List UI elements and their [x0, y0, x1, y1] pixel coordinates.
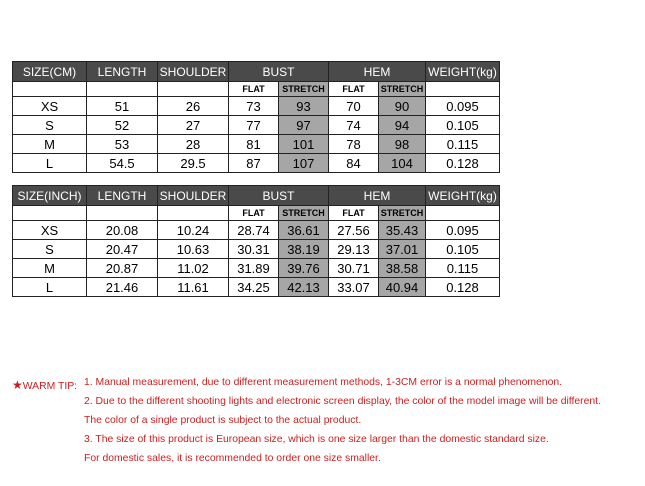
cell-size: L — [13, 278, 87, 297]
table-row — [13, 135, 500, 154]
table-row — [13, 221, 500, 240]
table-subheader-row — [13, 82, 500, 97]
cell-length: 20.87 — [87, 259, 158, 278]
empty-cell — [13, 206, 87, 221]
subheader-bust-flat: FLAT — [229, 206, 279, 221]
cell-size: M — [13, 259, 87, 278]
header-bust: BUST — [229, 62, 329, 82]
cell-bust-flat: 73 — [229, 97, 279, 116]
warm-tip-line: The color of a single product is subject to the actual product. — [84, 415, 362, 426]
table-row — [13, 154, 500, 173]
cell-shoulder: 10.24 — [158, 221, 229, 240]
header-weight: WEIGHT(kg) — [426, 186, 500, 206]
cell-length: 52 — [87, 116, 158, 135]
cell-hem-stretch: 35.43 — [379, 221, 426, 240]
subheader-bust-stretch: STRETCH — [279, 206, 329, 221]
cell-weight: 0.128 — [426, 154, 500, 173]
cell-bust-stretch: 42.13 — [279, 278, 329, 297]
cell-bust-stretch: 101 — [279, 135, 329, 154]
cell-bust-flat: 77 — [229, 116, 279, 135]
table-row — [13, 259, 500, 278]
subheader-bust-stretch: STRETCH — [279, 82, 329, 97]
subheader-hem-flat: FLAT — [329, 206, 379, 221]
header-shoulder: SHOULDER — [158, 186, 229, 206]
cell-hem-stretch: 104 — [379, 154, 426, 173]
warm-tip-line: 3. The size of this product is European size, which is one size larger than the domestic standard size. — [84, 434, 549, 445]
cell-bust-flat: 81 — [229, 135, 279, 154]
warm-tip-label-text: WARM TIP: — [22, 381, 78, 392]
cell-bust-stretch: 97 — [279, 116, 329, 135]
cell-bust-stretch: 36.61 — [279, 221, 329, 240]
cell-weight: 0.115 — [426, 259, 500, 278]
cell-shoulder: 29.5 — [158, 154, 229, 173]
cell-hem-stretch: 98 — [379, 135, 426, 154]
cell-size: XS — [13, 221, 87, 240]
cell-bust-stretch: 38.19 — [279, 240, 329, 259]
cell-hem-stretch: 90 — [379, 97, 426, 116]
cell-weight: 0.105 — [426, 240, 500, 259]
table-subheader-row — [13, 206, 500, 221]
header-weight: WEIGHT(kg) — [426, 62, 500, 82]
header-length: LENGTH — [87, 62, 158, 82]
cell-length: 51 — [87, 97, 158, 116]
cell-shoulder: 26 — [158, 97, 229, 116]
cell-length: 20.08 — [87, 221, 158, 240]
cell-bust-stretch: 93 — [279, 97, 329, 116]
cell-weight: 0.095 — [426, 97, 500, 116]
cell-shoulder: 28 — [158, 135, 229, 154]
cell-hem-stretch: 40.94 — [379, 278, 426, 297]
cell-length: 54.5 — [87, 154, 158, 173]
empty-cell — [426, 82, 500, 97]
warm-tip-label — [12, 378, 77, 392]
cell-shoulder: 27 — [158, 116, 229, 135]
header-hem: HEM — [329, 186, 426, 206]
warm-tip-line: 2. Due to the different shooting lights and electronic screen display, the color of the model image will be different. — [84, 396, 601, 407]
size-table-cm — [12, 61, 500, 173]
header-size: SIZE(INCH) — [13, 186, 87, 206]
cell-weight: 0.115 — [426, 135, 500, 154]
subheader-hem-flat: FLAT — [329, 82, 379, 97]
header-size: SIZE(CM) — [13, 62, 87, 82]
subheader-hem-stretch: STRETCH — [379, 82, 426, 97]
cell-hem-flat: 78 — [329, 135, 379, 154]
cell-length: 21.46 — [87, 278, 158, 297]
table-header-row — [13, 186, 500, 206]
cell-bust-flat: 30.31 — [229, 240, 279, 259]
cell-bust-flat: 31.89 — [229, 259, 279, 278]
cell-weight: 0.128 — [426, 278, 500, 297]
warm-tip-line: For domestic sales, it is recommended to order one size smaller. — [84, 453, 381, 464]
empty-cell — [426, 206, 500, 221]
cell-weight: 0.105 — [426, 116, 500, 135]
cell-size: L — [13, 154, 87, 173]
cell-hem-flat: 30.71 — [329, 259, 379, 278]
cell-hem-flat: 27.56 — [329, 221, 379, 240]
cell-hem-stretch: 94 — [379, 116, 426, 135]
cell-hem-flat: 70 — [329, 97, 379, 116]
cell-bust-stretch: 39.76 — [279, 259, 329, 278]
subheader-bust-flat: FLAT — [229, 82, 279, 97]
cell-size: XS — [13, 97, 87, 116]
header-bust: BUST — [229, 186, 329, 206]
cell-weight: 0.095 — [426, 221, 500, 240]
cell-bust-stretch: 107 — [279, 154, 329, 173]
table-row — [13, 97, 500, 116]
table-row — [13, 278, 500, 297]
table-row — [13, 116, 500, 135]
empty-cell — [87, 206, 158, 221]
size-table-inch — [12, 185, 500, 297]
header-hem: HEM — [329, 62, 426, 82]
cell-bust-flat: 34.25 — [229, 278, 279, 297]
table-row — [13, 240, 500, 259]
cell-size: S — [13, 116, 87, 135]
cell-hem-flat: 84 — [329, 154, 379, 173]
cell-length: 20.47 — [87, 240, 158, 259]
cell-hem-flat: 29.13 — [329, 240, 379, 259]
empty-cell — [87, 82, 158, 97]
table-header-row — [13, 62, 500, 82]
star-icon: ★ — [12, 378, 23, 392]
cell-hem-flat: 74 — [329, 116, 379, 135]
cell-bust-flat: 28.74 — [229, 221, 279, 240]
cell-hem-stretch: 38.58 — [379, 259, 426, 278]
cell-bust-flat: 87 — [229, 154, 279, 173]
empty-cell — [158, 82, 229, 97]
empty-cell — [158, 206, 229, 221]
cell-shoulder: 11.61 — [158, 278, 229, 297]
cell-size: M — [13, 135, 87, 154]
cell-hem-stretch: 37.01 — [379, 240, 426, 259]
cell-hem-flat: 33.07 — [329, 278, 379, 297]
header-length: LENGTH — [87, 186, 158, 206]
cell-shoulder: 10.63 — [158, 240, 229, 259]
empty-cell — [13, 82, 87, 97]
cell-shoulder: 11.02 — [158, 259, 229, 278]
cell-size: S — [13, 240, 87, 259]
cell-length: 53 — [87, 135, 158, 154]
subheader-hem-stretch: STRETCH — [379, 206, 426, 221]
header-shoulder: SHOULDER — [158, 62, 229, 82]
warm-tip-line: 1. Manual measurement, due to different measurement methods, 1-3CM error is a normal phenomenon. — [84, 377, 563, 388]
